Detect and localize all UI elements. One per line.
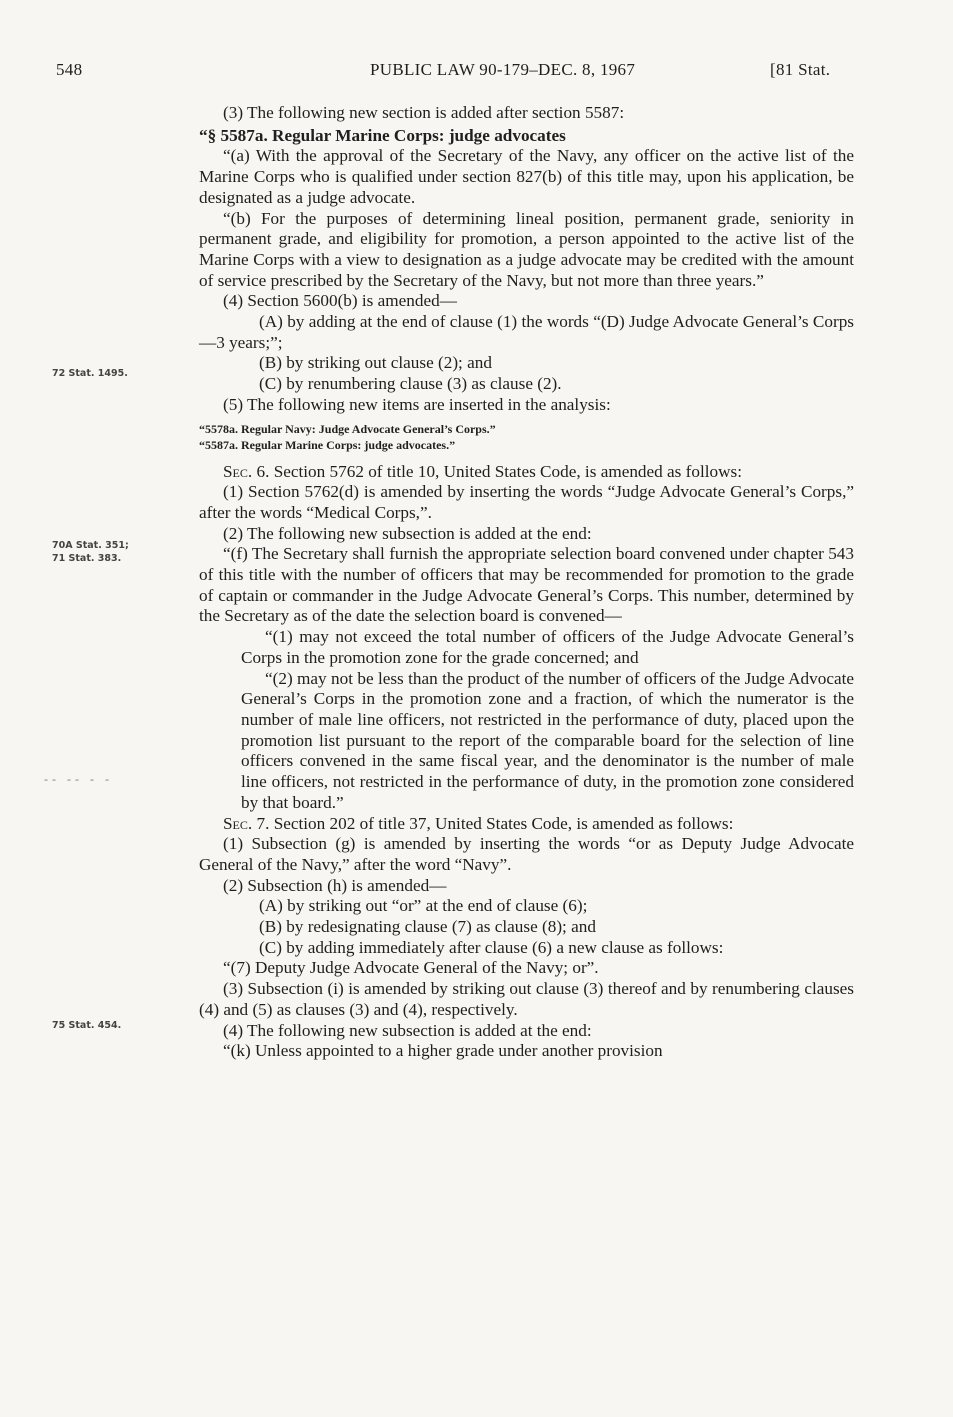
paragraph: (2) Subsection (h) is amended—: [223, 875, 447, 895]
paragraph: “(b) For the purposes of determining lineal position, permanent grade, seniority in permanent grade, and eligibility for promotion, a person appointed to the active list of the Marine Corps with a view to designation as a judge advocate may be credited with the amount of service prescribed by the Secretary of the Navy, but not more than three years.”: [199, 208, 854, 290]
section-7-paragraph: [199, 814, 854, 835]
paragraph: (B) by redesignating clause (7) as clause (8); and: [259, 917, 596, 937]
section-label: Sec. 6.: [223, 461, 270, 481]
volume-ref: [81 Stat.: [770, 60, 831, 79]
paragraph: (C) by renumbering clause (3) as clause (2).: [259, 374, 562, 394]
margin-dash-mark: -- -- - -: [44, 772, 113, 786]
margin-note-72-stat: 72 Stat. 1495.: [52, 368, 128, 379]
paragraph: “(k) Unless appointed to a higher grade under another provision: [223, 1041, 663, 1061]
paragraph: (B) by striking out clause (2); and: [259, 353, 492, 373]
paragraph: (4) The following new subsection is added at the end:: [223, 1020, 592, 1040]
section-text: Section 5762 of title 10, United States Code, is amended as follows:: [273, 461, 742, 481]
running-title: PUBLIC LAW 90-179–DEC. 8, 1967: [370, 60, 636, 79]
paragraph: (3) The following new section is added after section 5587:: [223, 103, 625, 122]
section-label: Sec. 7.: [223, 813, 270, 833]
paragraph: “(a) With the approval of the Secretary of the Navy, any officer on the active list of the Marine Corps who is qualified under section 827(b) of this title may, upon his application, be designated as a judge advocate.: [199, 146, 854, 207]
paragraph: (1) Section 5762(d) is amended by inserting the words “Judge Advocate General’s Corps,” after the words “Medical Corps,”.: [199, 482, 854, 522]
paragraph: (3) Subsection (i) is amended by striking out clause (3) thereof and by renumbering clauses (4) and (5) as clauses (3) and (4), respectively.: [199, 979, 854, 1019]
margin-note-71-stat: 71 Stat. 383.: [52, 553, 122, 564]
paragraph: (2) The following new subsection is added at the end:: [223, 523, 592, 543]
margin-note-75-stat: 75 Stat. 454.: [52, 1020, 122, 1031]
page-number: 548: [56, 60, 83, 79]
analysis-item: “5578a. Regular Navy: Judge Advocate General’s Corps.”: [199, 421, 496, 436]
paragraph: “(2) may not be less than the product of the number of officers of the Judge Advocate General’s Corps in the promotion zone and a fraction, of which the numerator is the number of male line officers, not restricted in the performance of duty, placed upon the promotion list pursuant to the report of the comparable board for the selection of line officers convened in the same fiscal year, and the denominator is the number of male line officers, not restricted in the performance of duty, in the promotion zone considered by that board.”: [241, 668, 854, 812]
margin-note-70a-stat: 70A Stat. 351;: [52, 540, 129, 551]
section-text: Section 202 of title 37, United States Code, is amended as follows:: [273, 813, 734, 833]
paragraph: “(7) Deputy Judge Advocate General of the Navy; or”.: [223, 958, 599, 978]
paragraph: (5) The following new items are inserted in the analysis:: [223, 394, 611, 414]
paragraph: (C) by adding immediately after clause (6) a new clause as follows:: [259, 937, 724, 957]
paragraph: (A) by striking out “or” at the end of clause (6);: [259, 896, 588, 916]
statute-body: [199, 103, 854, 1062]
paragraph: “(f) The Secretary shall furnish the appropriate selection board convened under chapter 543 of this title with the number of officers that may be recommended for promotion to the grade of captain or commander in the Judge Advocate General’s Corps. This number, determined by the Secretary as of the date the selection board is convened—: [199, 544, 854, 626]
analysis-item: “5587a. Regular Marine Corps: judge advocates.”: [199, 437, 456, 452]
paragraph: (A) by adding at the end of clause (1) the words “(D) Judge Advocate General’s Corps—3 years;”;: [199, 312, 854, 352]
paragraph: (1) Subsection (g) is amended by inserting the words “or as Deputy Judge Advocate General of the Navy,” after the word “Navy”.: [199, 834, 854, 874]
section-6-paragraph: [199, 462, 854, 483]
paragraph: “(1) may not exceed the total number of officers of the Judge Advocate General’s Corps in the promotion zone for the grade concerned; and: [241, 627, 854, 667]
section-heading-5587a: “§ 5587a. Regular Marine Corps: judge advocates: [199, 125, 566, 145]
paragraph: (4) Section 5600(b) is amended—: [223, 291, 457, 311]
